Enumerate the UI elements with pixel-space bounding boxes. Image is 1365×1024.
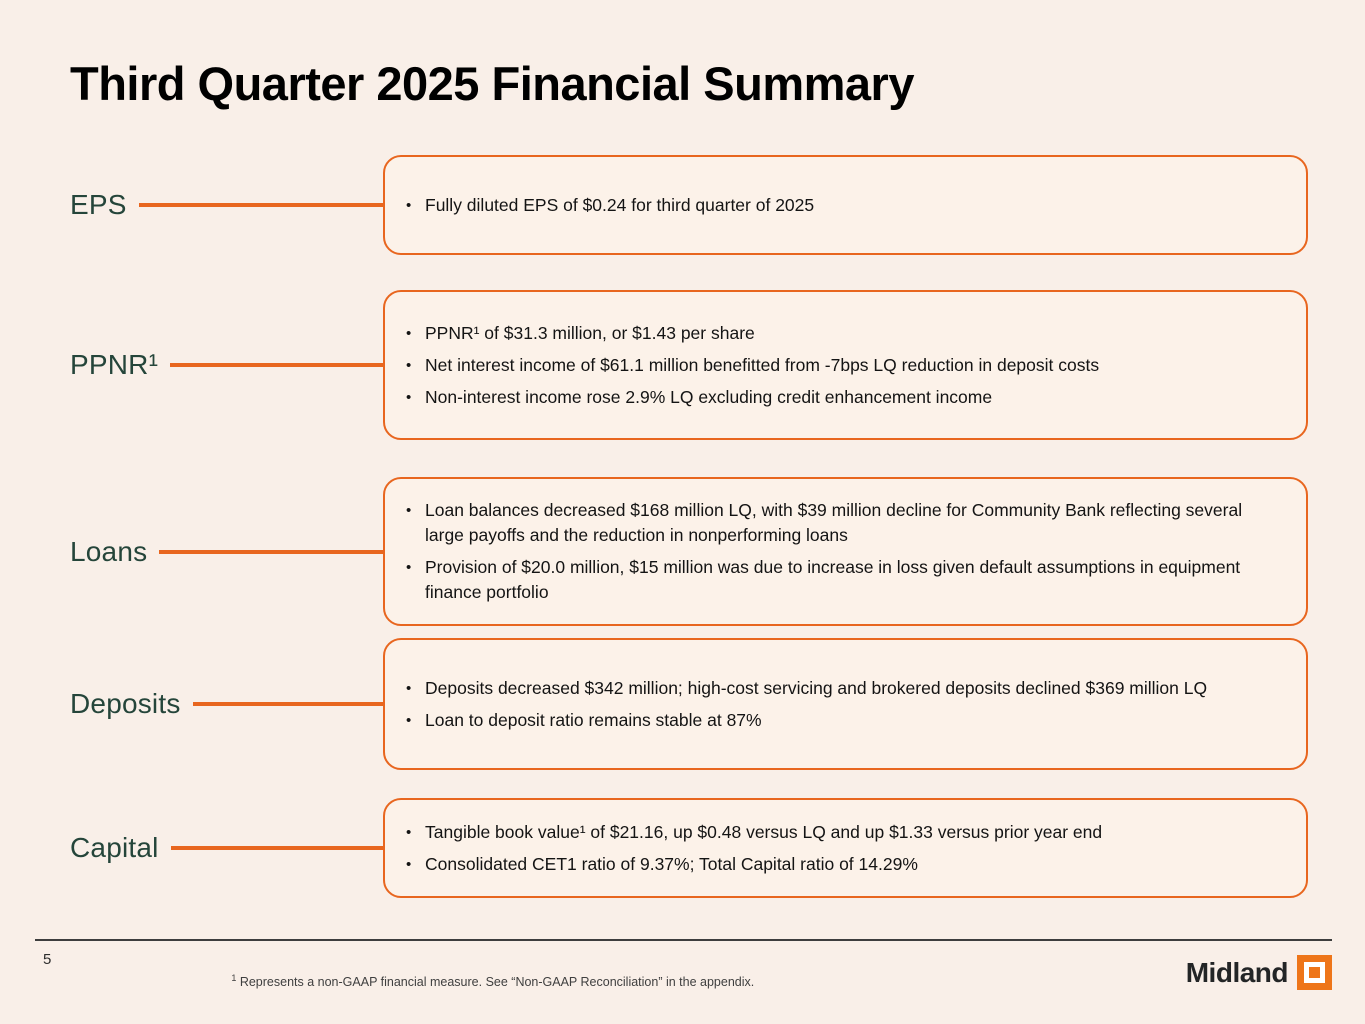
bullet-item: • Provision of $20.0 million, $15 million was due to increase in loss given default assumptions in equipment finance portfolio xyxy=(403,555,1280,605)
bullet-item: • Fully diluted EPS of $0.24 for third quarter of 2025 xyxy=(403,193,1280,218)
section-eps-label: EPS xyxy=(70,189,127,220)
footnote-text: Represents a non-GAAP financial measure. See “Non-GAAP Reconciliation” in the appendix. xyxy=(236,975,755,990)
page-title: Third Quarter 2025 Financial Summary xyxy=(70,57,914,110)
midland-logo-icon-inner xyxy=(1304,962,1325,983)
connector-line-loans xyxy=(159,550,383,554)
midland-logo-icon xyxy=(1297,955,1332,990)
section-loans-box xyxy=(383,477,1308,626)
section-capital xyxy=(70,798,1308,898)
page-number: 5 xyxy=(43,951,52,968)
footer-row xyxy=(35,941,1332,990)
section-deposits-label-cell xyxy=(70,688,383,720)
midland-logo-icon-core xyxy=(1309,967,1320,978)
bullet-item: • Consolidated CET1 ratio of 9.37%; Total Capital ratio of 14.29% xyxy=(403,852,1280,877)
footer xyxy=(35,939,1332,990)
section-ppnr-label-cell xyxy=(70,349,383,381)
section-eps-box xyxy=(383,155,1308,255)
bullet-list-capital xyxy=(403,813,1280,884)
section-ppnr xyxy=(70,290,1308,440)
bullet-item: • Non-interest income rose 2.9% LQ excluding credit enhancement income xyxy=(403,385,1280,410)
bullet-item: • Tangible book value¹ of $21.16, up $0.48 versus LQ and up $1.33 versus prior year end xyxy=(403,820,1280,845)
connector-line-ppnr xyxy=(170,363,383,367)
section-deposits-box xyxy=(383,638,1308,770)
bullet-item: • Loan balances decreased $168 million LQ, with $39 million decline for Community Bank reflecting several large payoffs and the reduction in nonperforming loans xyxy=(403,498,1280,548)
bullet-item: • PPNR¹ of $31.3 million, or $1.43 per share xyxy=(403,321,1280,346)
midland-logo xyxy=(1186,955,1332,990)
section-ppnr-box xyxy=(383,290,1308,440)
section-loans-label: Loans xyxy=(70,535,148,567)
section-loans-label-cell xyxy=(70,536,383,568)
section-capital-label-cell xyxy=(70,832,383,864)
bullet-list-deposits xyxy=(403,669,1280,740)
section-capital-label: Capital xyxy=(70,832,159,863)
bullet-item: • Net interest income of $61.1 million benefitted from -7bps LQ reduction in deposit costs xyxy=(403,353,1280,378)
section-deposits-label: Deposits xyxy=(70,688,181,719)
footnote-superscript: 1 xyxy=(231,973,237,984)
connector-line-eps xyxy=(139,203,383,207)
footnote xyxy=(231,973,754,989)
section-deposits xyxy=(70,638,1308,770)
connector-line-deposits xyxy=(193,702,383,706)
section-ppnr-label: PPNR¹ xyxy=(70,349,159,380)
bullet-list-loans xyxy=(403,491,1280,612)
connector-line-capital xyxy=(171,846,383,850)
section-eps xyxy=(70,155,1308,255)
bullet-list-ppnr xyxy=(403,314,1280,417)
bullet-item: • Deposits decreased $342 million; high-cost servicing and brokered deposits declined $369 million LQ xyxy=(403,676,1280,701)
midland-logo-text: Midland xyxy=(1185,956,1288,988)
bullet-item: • Loan to deposit ratio remains stable at 87% xyxy=(403,708,1280,733)
section-eps-label-cell xyxy=(70,189,383,221)
section-capital-box xyxy=(383,798,1308,898)
section-loans xyxy=(70,477,1308,626)
bullet-list-eps xyxy=(403,186,1280,225)
